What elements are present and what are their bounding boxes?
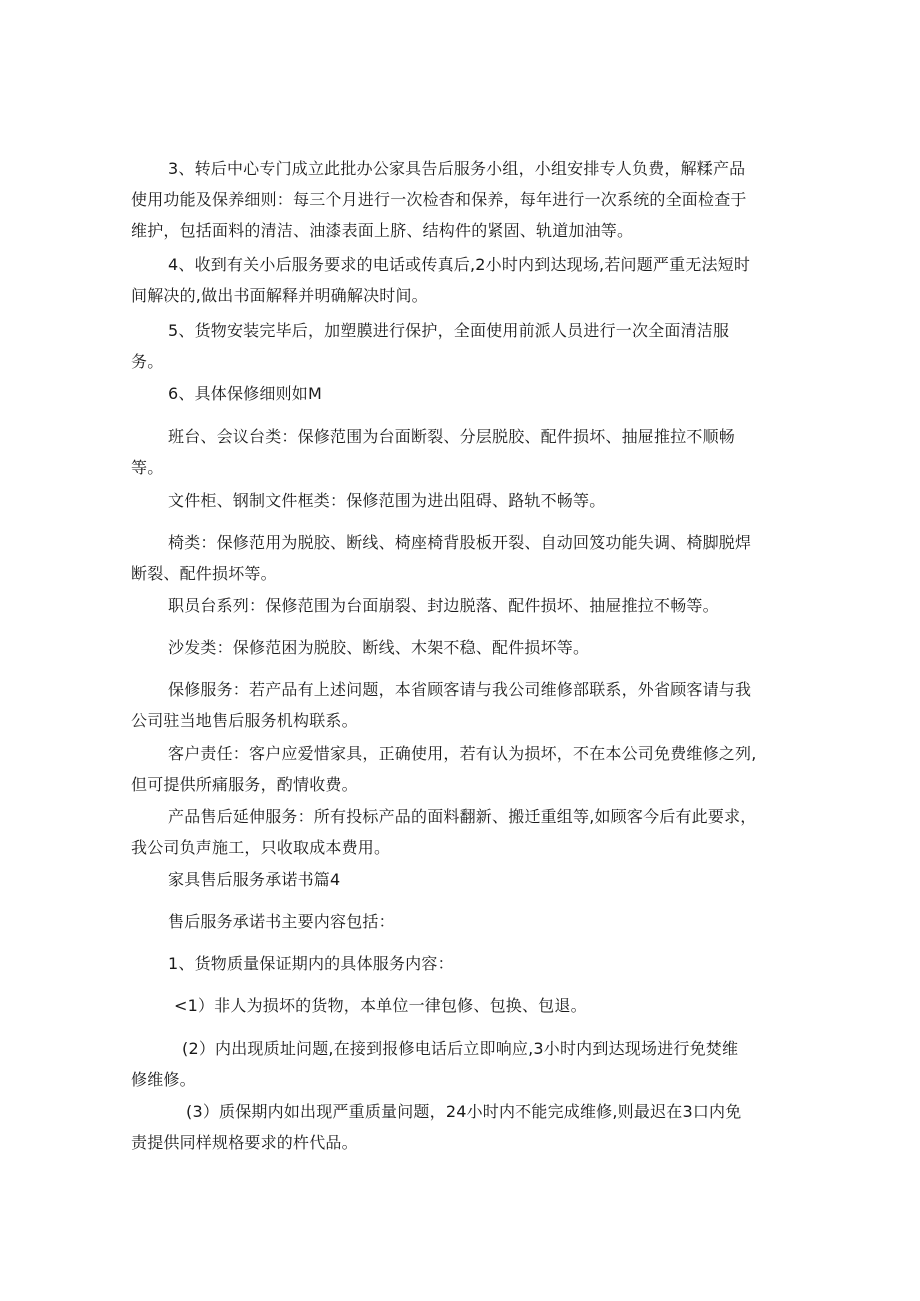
text-line: 等。 xyxy=(131,458,164,477)
text-line: 5、货物安装完毕后，加塑膜进行保护，全面使用前派人员进行一次全面清洁服 xyxy=(168,321,730,340)
rule-chair xyxy=(131,527,784,589)
text-line: 断裂、配件损坏等。 xyxy=(131,564,277,583)
rule-sofa xyxy=(134,632,784,663)
rule-staff-desk xyxy=(134,590,784,621)
text-line: (3）质保期内如出现严重质量问题，24小时内不能完成维修,则最迟在3口内免 xyxy=(186,1102,742,1121)
paragraph-3 xyxy=(131,153,784,246)
text-line: 公司驻当地售后服务机构联系。 xyxy=(131,711,358,730)
sub-item-3 xyxy=(131,1096,784,1158)
text-line: 售后服务承诺书主要内容包括： xyxy=(168,912,395,931)
text-line: 产品售后延伸服务：所有投标产品的面料翻新、搬迁重组等,如顾客今后有此要求， xyxy=(168,807,757,826)
text-line: 4、收到有关小后服务要求的电话或传真后,2小时内到达现场,若问题严重无法短时 xyxy=(168,255,751,274)
text-line: <1）非人为损坏的货物，本单位一律包修、包换、包退。 xyxy=(174,996,587,1015)
rule-desk xyxy=(131,421,784,483)
extended-service xyxy=(131,801,784,863)
text-line: 保修服务：若产品有上述问题，本省顾客请与我公司维修部联系，外省顾客请与我 xyxy=(168,680,752,699)
text-line: (2）内出现质址问题,在接到报修电话后立即响应,3小时内到达现场进行免焚维 xyxy=(182,1039,739,1058)
warranty-service xyxy=(131,674,784,736)
text-line: 责提供同样规格要求的杵代品。 xyxy=(131,1133,358,1152)
section-heading xyxy=(134,864,784,895)
text-line: 使用功能及保养细则：每三个月进行一次检杳和保养，每年进行一次系统的全面检查于 xyxy=(131,190,747,209)
text-line: 椅类：保修范用为脱胶、断线、椅座椅背股板开裂、自动回笈功能失调、椅脚脱焊 xyxy=(168,533,752,552)
text-line: 沙发类：保修范困为脱胶、断线、木架不稳、配件损坏等。 xyxy=(168,638,590,657)
text-line: 班台、会议台类：保修范围为台面断裂、分层脱胶、配件损坏、抽屉推拉不顺畅 xyxy=(168,427,736,446)
text-line: 1、货物质量保证期内的具体服务内容： xyxy=(168,954,454,973)
rule-cabinet xyxy=(134,485,784,516)
intro-text xyxy=(134,906,784,937)
text-line: 维护，包括面料的清洁、油漆表面上脐、结构件的紧固、轨道加油等。 xyxy=(131,221,634,240)
text-line: 6、具体保修细则如M xyxy=(168,384,322,403)
paragraph-5 xyxy=(131,315,784,377)
customer-responsibility xyxy=(131,738,784,800)
paragraph-6 xyxy=(134,378,784,409)
text-line: 修维修。 xyxy=(131,1070,196,1089)
text-line: 间解决的,做出书面解释并明确解决时间。 xyxy=(131,286,428,305)
paragraph-4 xyxy=(131,249,784,311)
text-line: 文件柜、钢制文件框类：保修范围为进出阻碍、路轨不畅等。 xyxy=(168,491,606,510)
sub-item-1 xyxy=(134,990,784,1021)
text-line: 务。 xyxy=(131,352,164,371)
list-item-1 xyxy=(134,948,784,979)
sub-item-2 xyxy=(131,1033,784,1095)
text-line: 家具售后服务承诺书篇4 xyxy=(168,870,341,889)
text-line: 但可提供所痛服务，酌情收费。 xyxy=(131,775,358,794)
text-line: 职员台系列：保修范围为台面崩裂、封边脱落、配件损坏、抽屉推拉不畅等。 xyxy=(168,596,719,615)
text-line: 客户责任：客户应爱惜家具，正确使用，若有认为损坏，不在本公司免费维修之列, xyxy=(168,744,757,763)
text-line: 我公司负声施工，只收取成本费用。 xyxy=(131,838,391,857)
text-line: 3、转后中心专门成立此批办公家具告后服务小组，小组安排专人负费，解糅产品 xyxy=(168,159,746,178)
